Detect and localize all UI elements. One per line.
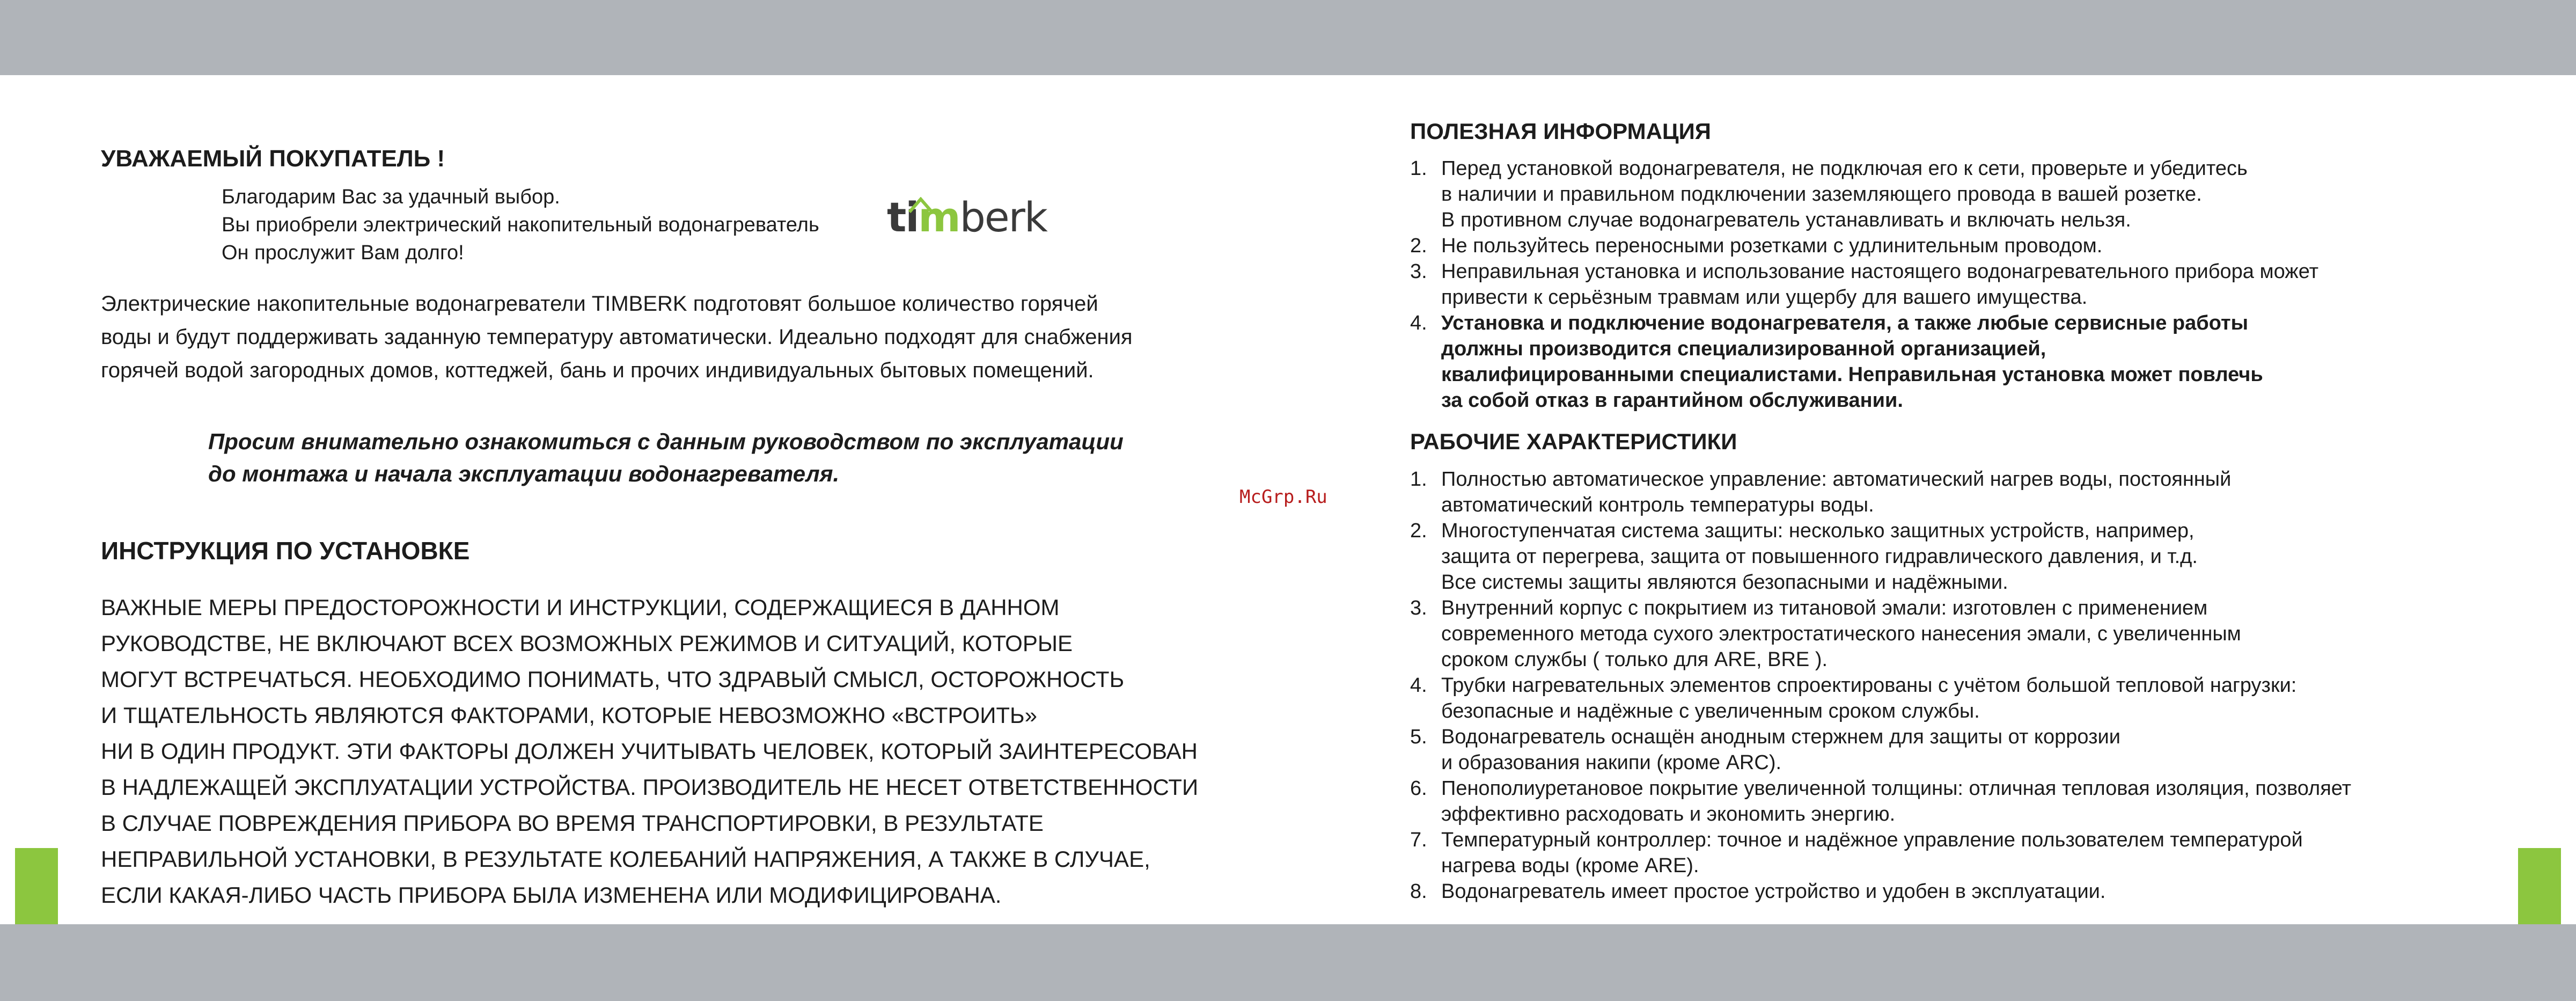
list-item — [1410, 879, 2483, 904]
list-item — [1410, 518, 2483, 595]
list-item — [1410, 259, 2483, 310]
list-item — [1410, 466, 2483, 518]
intro-line: воды и будут поддерживать заданную температуру автоматически. Идеально подходят для снабжения — [101, 325, 1133, 349]
notice-paragraph — [208, 426, 1254, 490]
item-number: 8. — [1410, 880, 1427, 903]
item-number: 7. — [1410, 828, 1427, 851]
list-item — [1410, 776, 2483, 827]
bottom-band — [0, 924, 2576, 1001]
install-heading: ИНСТРУКЦИЯ ПО УСТАНОВКЕ — [101, 536, 470, 565]
item-number: 2. — [1410, 235, 1427, 258]
item-text: Внутренний корпус с покрытием из титановой эмали: изготовлен с применением современного метода сухого электростатического нанесения эмали, с увеличенным сроком службы ( только для ARE, BRE ). — [1441, 596, 2241, 671]
item-text: Полностью автоматическое управление: автоматический нагрев воды, постоянный автоматический контроль температуры воды. — [1441, 467, 2232, 516]
left-green-tab — [15, 848, 58, 924]
info-list — [1410, 156, 2483, 413]
logo-part: ti — [887, 193, 919, 241]
top-band — [0, 0, 2576, 75]
item-number: 1. — [1410, 157, 1427, 180]
timberk-logo — [887, 193, 1047, 241]
intro-line: Электрические накопительные водонагреватели TIMBERK подготовят большое количество горячей — [101, 291, 1098, 316]
item-text: Водонагреватель имеет простое устройство и удобен в эксплуатации. — [1441, 880, 2106, 903]
right-green-tab — [2518, 848, 2561, 924]
thanks-block — [222, 183, 1254, 267]
left-page — [101, 145, 1254, 913]
warning-line: МОГУТ ВСТРЕЧАТЬСЯ. НЕОБХОДИМО ПОНИМАТЬ, ЧТО ЗДРАВЫЙ СМЫСЛ, ОСТОРОЖНОСТЬ — [101, 666, 1125, 692]
list-item — [1410, 724, 2483, 776]
item-text: Трубки нагревательных элементов спроектированы с учётом большой тепловой нагрузки: безопасные и надёжные с увеличенным сроком службы. — [1441, 674, 2297, 722]
item-number: 5. — [1410, 725, 1427, 748]
item-text: Неправильная установка и использование настоящего водонагревательного прибора может привести к серьёзным травмам или ущербу для вашего имущества. — [1441, 260, 2319, 309]
logo-part: berk — [959, 193, 1047, 241]
list-item — [1410, 233, 2483, 259]
logo-part: m — [918, 193, 960, 241]
specs-heading: РАБОЧИЕ ХАРАКТЕРИСТИКИ — [1410, 429, 1737, 455]
warning-paragraph — [101, 589, 1254, 913]
item-text: Установка и подключение водонагревателя, а также любые сервисные работы должны производится специализированной организацией, квалифицированными специалистами. Неправильная установка может повлечь за собой отказ в гарантийном обслуживании. — [1441, 312, 2263, 412]
item-number: 3. — [1410, 596, 1427, 619]
thanks-line: Благодарим Вас за удачный выбор. — [222, 185, 560, 208]
item-text: Температурный контроллер: точное и надёжное управление пользователем температурой нагрева воды (кроме ARE). — [1441, 828, 2303, 877]
notice-line: до монтажа и начала эксплуатации водонагревателя. — [208, 461, 840, 486]
item-text: Перед установкой водонагревателя, не подключая его к сети, проверьте и убедитесь в наличии и правильном подключении заземляющего провода в вашей розетке. В противном случае водонагреватель устанавливать и включать нельзя. — [1441, 157, 2248, 232]
item-number: 1. — [1410, 467, 1427, 491]
warning-line: ВАЖНЫЕ МЕРЫ ПРЕДОСТОРОЖНОСТИ И ИНСТРУКЦИИ, СОДЕРЖАЩИЕСЯ В ДАННОМ — [101, 594, 1060, 620]
item-text: Пенополиуретановое покрытие увеличенной толщины: отличная тепловая изоляция, позволяет эффективно расходовать и экономить энергию. — [1441, 777, 2352, 825]
warning-line: ЕСЛИ КАКАЯ-ЛИБО ЧАСТЬ ПРИБОРА БЫЛА ИЗМЕНЕНА ИЛИ МОДИФИЦИРОВАНА. — [101, 882, 1002, 908]
list-item — [1410, 595, 2483, 673]
intro-line: горячей водой загородных домов, коттеджей, бань и прочих индивидуальных бытовых помещений. — [101, 358, 1094, 382]
list-item — [1410, 156, 2483, 233]
list-item — [1410, 310, 2483, 413]
right-page — [1410, 118, 2483, 904]
thanks-line: Вы приобрели электрический накопительный водонагреватель — [222, 213, 819, 236]
item-number: 2. — [1410, 519, 1427, 542]
list-item — [1410, 673, 2483, 724]
warning-line: И ТЩАТЕЛЬНОСТЬ ЯВЛЯЮТСЯ ФАКТОРАМИ, КОТОРЫЕ НЕВОЗМОЖНО «ВСТРОИТЬ» — [101, 702, 1037, 728]
warning-line: РУКОВОДСТВЕ, НЕ ВКЛЮЧАЮТ ВСЕХ ВОЗМОЖНЫХ РЕЖИМОВ И СИТУАЦИЙ, КОТОРЫЕ — [101, 630, 1073, 656]
info-heading: ПОЛЕЗНАЯ ИНФОРМАЦИЯ — [1410, 119, 1711, 144]
warning-line: В СЛУЧАЕ ПОВРЕЖДЕНИЯ ПРИБОРА ВО ВРЕМЯ ТРАНСПОРТИРОВКИ, В РЕЗУЛЬТАТЕ — [101, 810, 1044, 836]
item-text: Не пользуйтесь переносными розетками с удлинительным проводом. — [1441, 235, 2103, 258]
list-item — [1410, 827, 2483, 879]
item-number: 4. — [1410, 674, 1427, 697]
item-number: 4. — [1410, 312, 1427, 335]
warning-line: НИ В ОДИН ПРОДУКТ. ЭТИ ФАКТОРЫ ДОЛЖЕН УЧИТЫВАТЬ ЧЕЛОВЕК, КОТОРЫЙ ЗАИНТЕРЕСОВАН — [101, 738, 1198, 764]
intro-paragraph — [101, 287, 1254, 387]
greeting-heading: УВАЖАЕМЫЙ ПОКУПАТЕЛЬ ! — [101, 145, 445, 172]
notice-line: Просим внимательно ознакомиться с данным руководством по эксплуатации — [208, 428, 1124, 454]
item-number: 6. — [1410, 777, 1427, 800]
item-number: 3. — [1410, 260, 1427, 283]
warning-line: В НАДЛЕЖАЩЕЙ ЭКСПЛУАТАЦИИ УСТРОЙСТВА. ПРОИЗВОДИТЕЛЬ НЕ НЕСЕТ ОТВЕТСТВЕННОСТИ — [101, 774, 1199, 800]
thanks-line: Он прослужит Вам долго! — [222, 241, 464, 264]
specs-list — [1410, 466, 2483, 904]
house-roof-icon — [908, 197, 933, 213]
item-text: Многоступенчатая система защиты: несколько защитных устройств, например, защита от перегрева, защита от повышенного гидравлического давления, и т.д. Все системы защиты являются безопасными и надёжными. — [1441, 519, 2198, 594]
watermark-link[interactable]: McGrp.Ru — [1239, 486, 1327, 508]
warning-line: НЕПРАВИЛЬНОЙ УСТАНОВКИ, В РЕЗУЛЬТАТЕ КОЛЕБАНИЙ НАПРЯЖЕНИЯ, А ТАКЖЕ В СЛУЧАЕ, — [101, 846, 1150, 872]
item-text: Водонагреватель оснащён анодным стержнем для защиты от коррозии и образования накипи (кроме ARC). — [1441, 725, 2120, 774]
